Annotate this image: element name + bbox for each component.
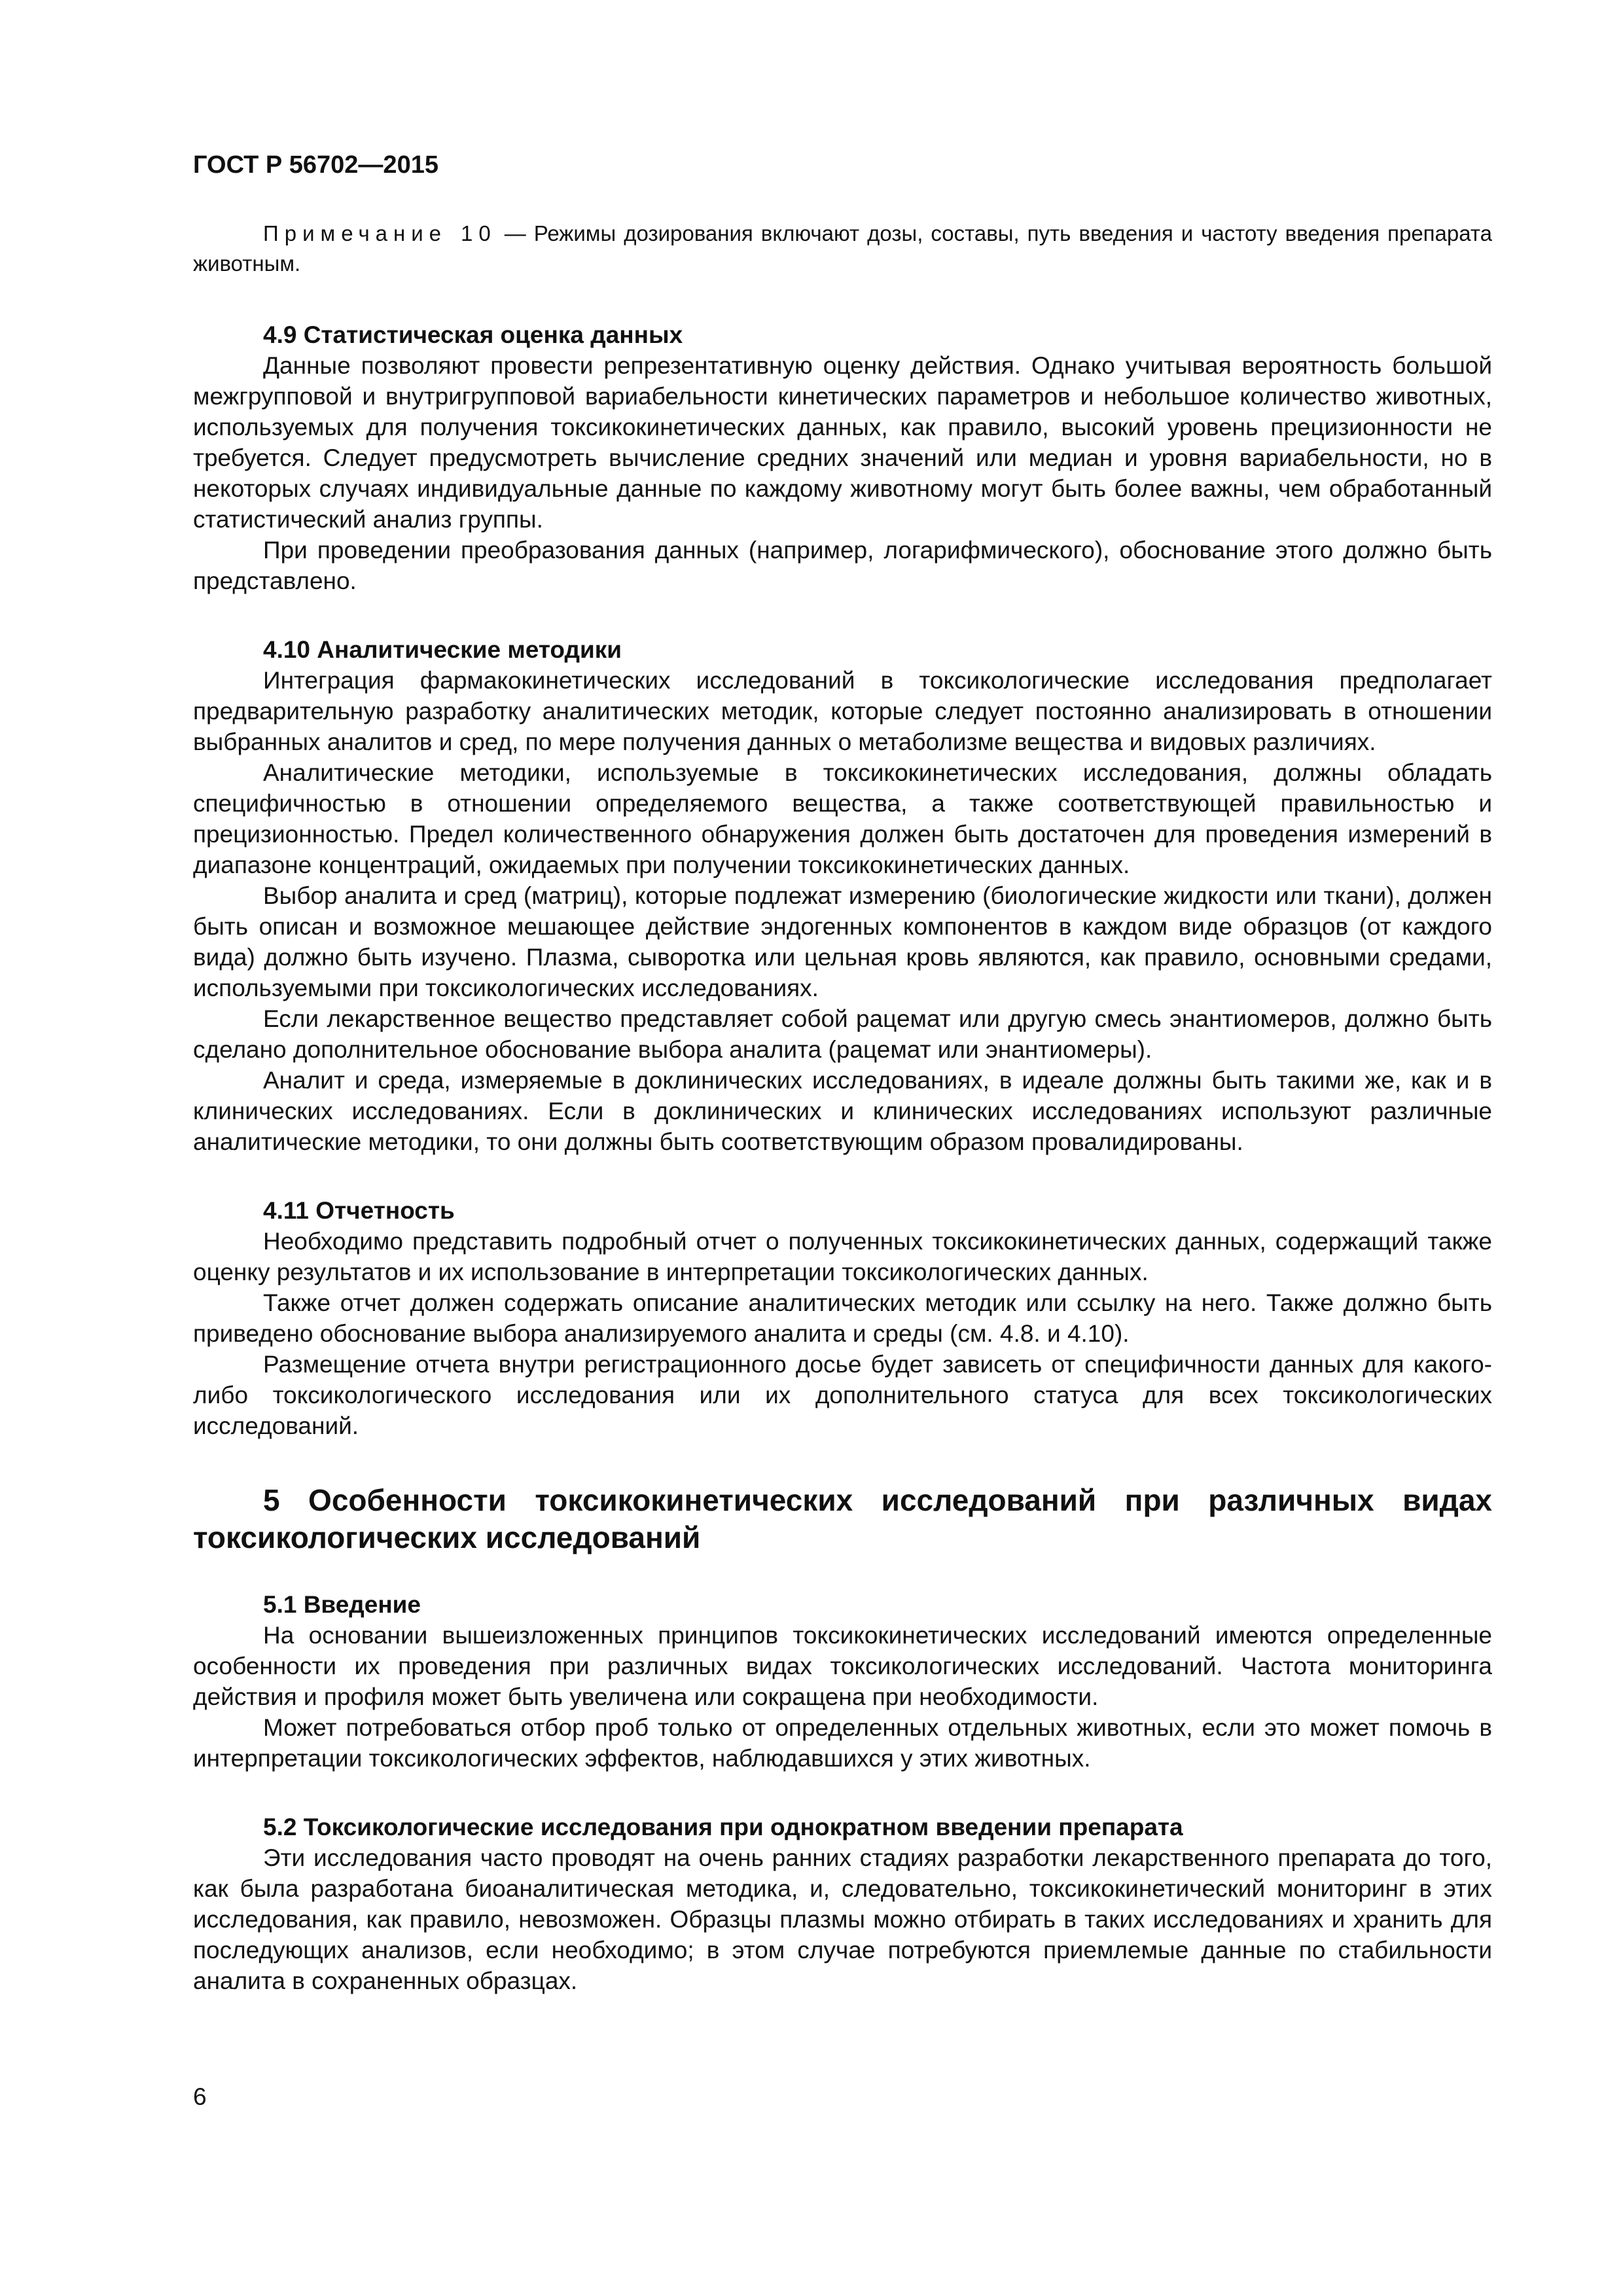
document-page: [193, 151, 1492, 1996]
section-4-11-title: 4.11 Отчетность: [263, 1197, 455, 1224]
section-5-1-paragraph: На основании вышеизложенных принципов токсикокинетических исследований имеются определенные особенности их проведения при различных видах токсикологических исследований. Частота мониторинга действия и профиля может быть увеличена или сокращена при необходимости.: [193, 1622, 1492, 1710]
note-text: — Режимы дозирования включают дозы, составы, путь введения и частоту введения препарата животным.: [193, 221, 1492, 276]
section-4-9-paragraph: Данные позволяют провести репрезентативную оценку действия. Однако учитывая вероятность большой межгрупповой и внутригрупповой вариабельности кинетических параметров и небольшое количество животных, используемых для получения токсикокинетических данных, как правило, высокий уровень прецизионности не требуется. Следует предусмотреть вычисление средних значений или медиан и уровня вариабельности, но в некоторых случаях индивидуальные данные по каждому животному могут быть более важны, чем обработанный статистический анализ группы.: [193, 352, 1492, 533]
section-4-10: [193, 634, 1492, 1157]
section-5-2-title: 5.2 Токсикологические исследования при однократном введении препарата: [263, 1814, 1183, 1840]
section-4-10-paragraph: Аналитические методики, используемые в токсикокинетических исследования, должны обладать специфичностью в отношении определяемого вещества, а также соответствующей правильностью и прецизионностью. Предел количественного обнаружения должен быть достаточен для проведения измерений в диапазоне концентраций, ожидаемых при получении токсикокинетических данных.: [193, 759, 1492, 878]
section-4-11-paragraph: Необходимо представить подробный отчет о полученных токсикокинетических данных, содержащий также оценку результатов и их использование в интерпретации токсикологических данных.: [193, 1228, 1492, 1285]
note-10: [193, 219, 1492, 279]
section-5-1-title: 5.1 Введение: [263, 1591, 421, 1618]
section-4-10-paragraph: Интеграция фармакокинетических исследований в токсикологические исследования предполагает предварительную разработку аналитических методик, которые следует постоянно анализировать в отношении выбранных аналитов и сред, по мере получения данных о метаболизме вещества и видовых различиях.: [193, 667, 1492, 755]
section-4-10-paragraph: Если лекарственное вещество представляет собой рацемат или другую смесь энантиомеров, должно быть сделано дополнительное обоснование выбора аналита (рацемат или энантиомеры).: [193, 1005, 1492, 1063]
section-5-title: 5 Особенности токсикокинетических исследований при различных видах токсикологических исследований: [193, 1483, 1492, 1554]
section-4-9-paragraph: При проведении преобразования данных (например, логарифмического), обоснование этого должно быть представлено.: [193, 537, 1492, 594]
section-5-2-paragraph: Эти исследования часто проводят на очень ранних стадиях разработки лекарственного препарата до того, как была разработана биоаналитическая методика, и, следовательно, токсикокинетический мониторинг в этих исследования, как правило, невозможен. Образцы плазмы можно отбирать в таких исследованиях и хранить для последующих анализов, если необходимо; в этом случае потребуются приемлемые данные по стабильности аналита в сохраненных образцах.: [193, 1844, 1492, 1994]
section-5: [193, 1482, 1492, 1556]
section-5-2: [193, 1812, 1492, 1996]
document-code-header: ГОСТ Р 56702—2015: [193, 151, 438, 179]
note-label: Примечание 10: [263, 221, 497, 245]
section-4-10-title: 4.10 Аналитические методики: [263, 636, 622, 663]
section-4-10-paragraph: Аналит и среда, измеряемые в доклинических исследованиях, в идеале должны быть такими же, как и в клинических исследованиях. Если в доклинических и клинических исследованиях используют различные аналитические методики, то они должны быть соответствующим образом провалидированы.: [193, 1067, 1492, 1155]
section-4-9-title: 4.9 Статистическая оценка данных: [263, 321, 683, 348]
section-4-10-paragraph: Выбор аналита и сред (матриц), которые подлежат измерению (биологические жидкости или ткани), должен быть описан и возможное мешающее действие эндогенных компонентов в каждом виде образцов (от каждого вида) должно быть изучено. Плазма, сыворотка или цельная кровь являются, как правило, основными средами, используемыми при токсикологических исследованиях.: [193, 882, 1492, 1001]
page-number: 6: [193, 2083, 207, 2110]
section-4-9: [193, 319, 1492, 596]
section-5-1-paragraph: Может потребоваться отбор проб только от определенных отдельных животных, если это может помочь в интерпретации токсикологических эффектов, наблюдавшихся у этих животных.: [193, 1714, 1492, 1772]
section-5-1: [193, 1589, 1492, 1774]
section-4-11: [193, 1195, 1492, 1441]
section-4-11-paragraph: Также отчет должен содержать описание аналитических методик или ссылку на него. Также должно быть приведено обоснование выбора анализируемого аналита и среды (см. 4.8. и 4.10).: [193, 1289, 1492, 1347]
section-4-11-paragraph: Размещение отчета внутри регистрационного досье будет зависеть от специфичности данных для какого-либо токсикологического исследования или их дополнительного статуса для всех токсикологических исследований.: [193, 1351, 1492, 1439]
